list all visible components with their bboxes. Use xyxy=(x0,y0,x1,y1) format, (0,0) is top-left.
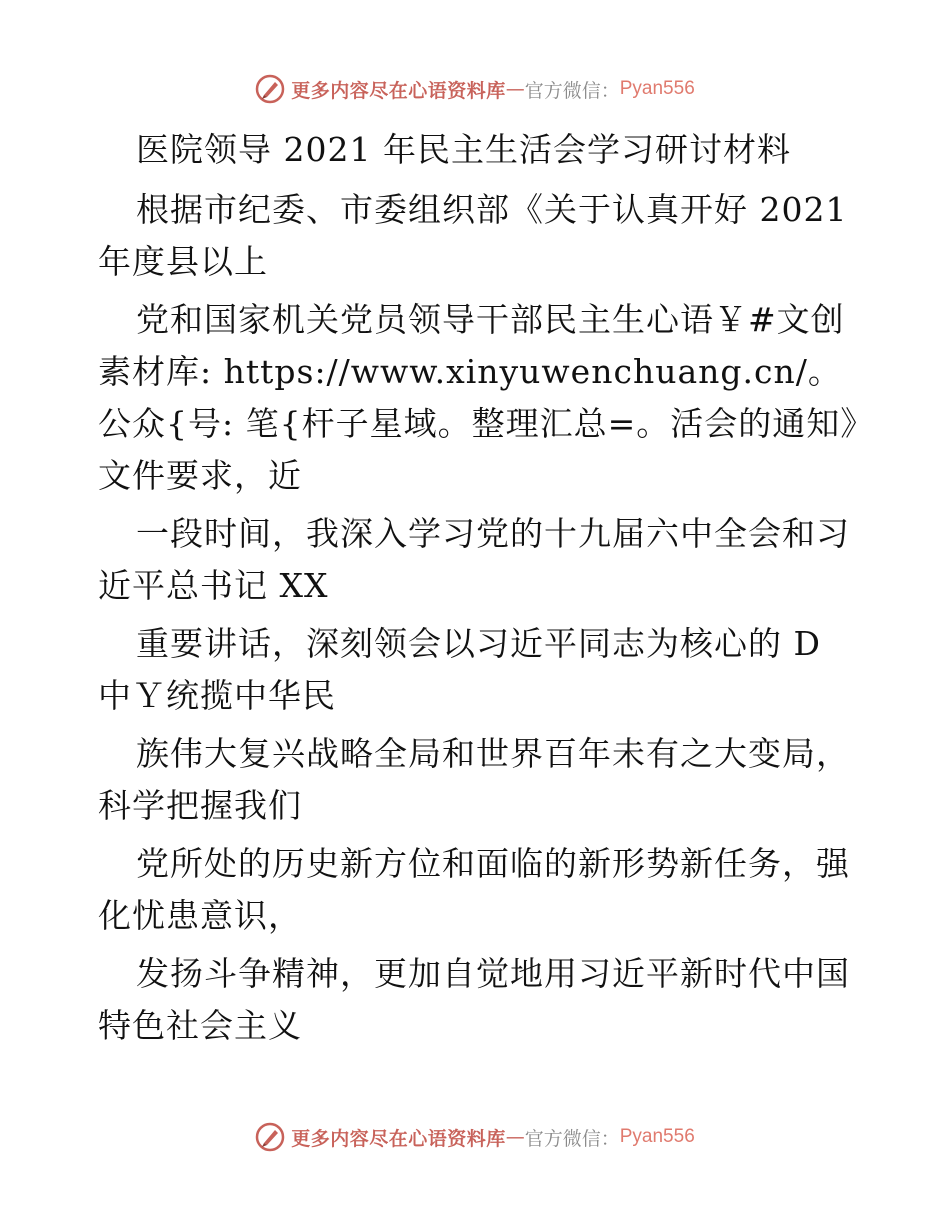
banner-dash: — xyxy=(505,78,525,100)
banner-wechat-label: 官方微信： xyxy=(524,1127,620,1150)
paragraph: 党和国家机关党员领导干部民主生心语￥#文创素材库: https://www.xinyuwenchuang.cn/。公众{号: 笔{杆子星域。整理汇总=。活会的通知》文件要求，近 xyxy=(98,300,858,495)
paragraph: 重要讲话，深刻领会以习近平同志为核心的 D 中Ｙ统揽中华民 xyxy=(98,624,821,715)
paragraph: 一段时间，我深入学习党的十九届六中全会和习近平总书记 XX xyxy=(98,514,850,605)
banner-promo-text: 更多内容尽在心语资料库 xyxy=(291,79,506,102)
document-body xyxy=(98,124,858,1058)
banner-promo-text: 更多内容尽在心语资料库 xyxy=(291,1127,506,1150)
paragraph: 党所处的历史新方位和面临的新形势新任务，强化忧患意识， xyxy=(98,844,850,935)
pen-logo-icon xyxy=(255,74,285,104)
paragraph: 族伟大复兴战略全局和世界百年未有之大变局，科学把握我们 xyxy=(98,734,850,825)
paragraph: 根据市纪委、市委组织部《关于认真开好 2021 年度县以上 xyxy=(98,190,848,281)
document-title: 医院领导 2021 年民主生活会学习研讨材料 xyxy=(136,130,791,169)
banner-dash: — xyxy=(505,1126,525,1148)
paragraph: 发扬斗争精神，更加自觉地用习近平新时代中国特色社会主义 xyxy=(98,954,850,1045)
pen-logo-icon xyxy=(255,1122,285,1152)
banner-wechat-handle: Pyan556 xyxy=(619,78,695,99)
footer-banner xyxy=(0,1122,950,1152)
banner-wechat-label: 官方微信： xyxy=(524,79,620,102)
banner-wechat-handle: Pyan556 xyxy=(619,1126,695,1147)
header-banner xyxy=(0,74,950,104)
